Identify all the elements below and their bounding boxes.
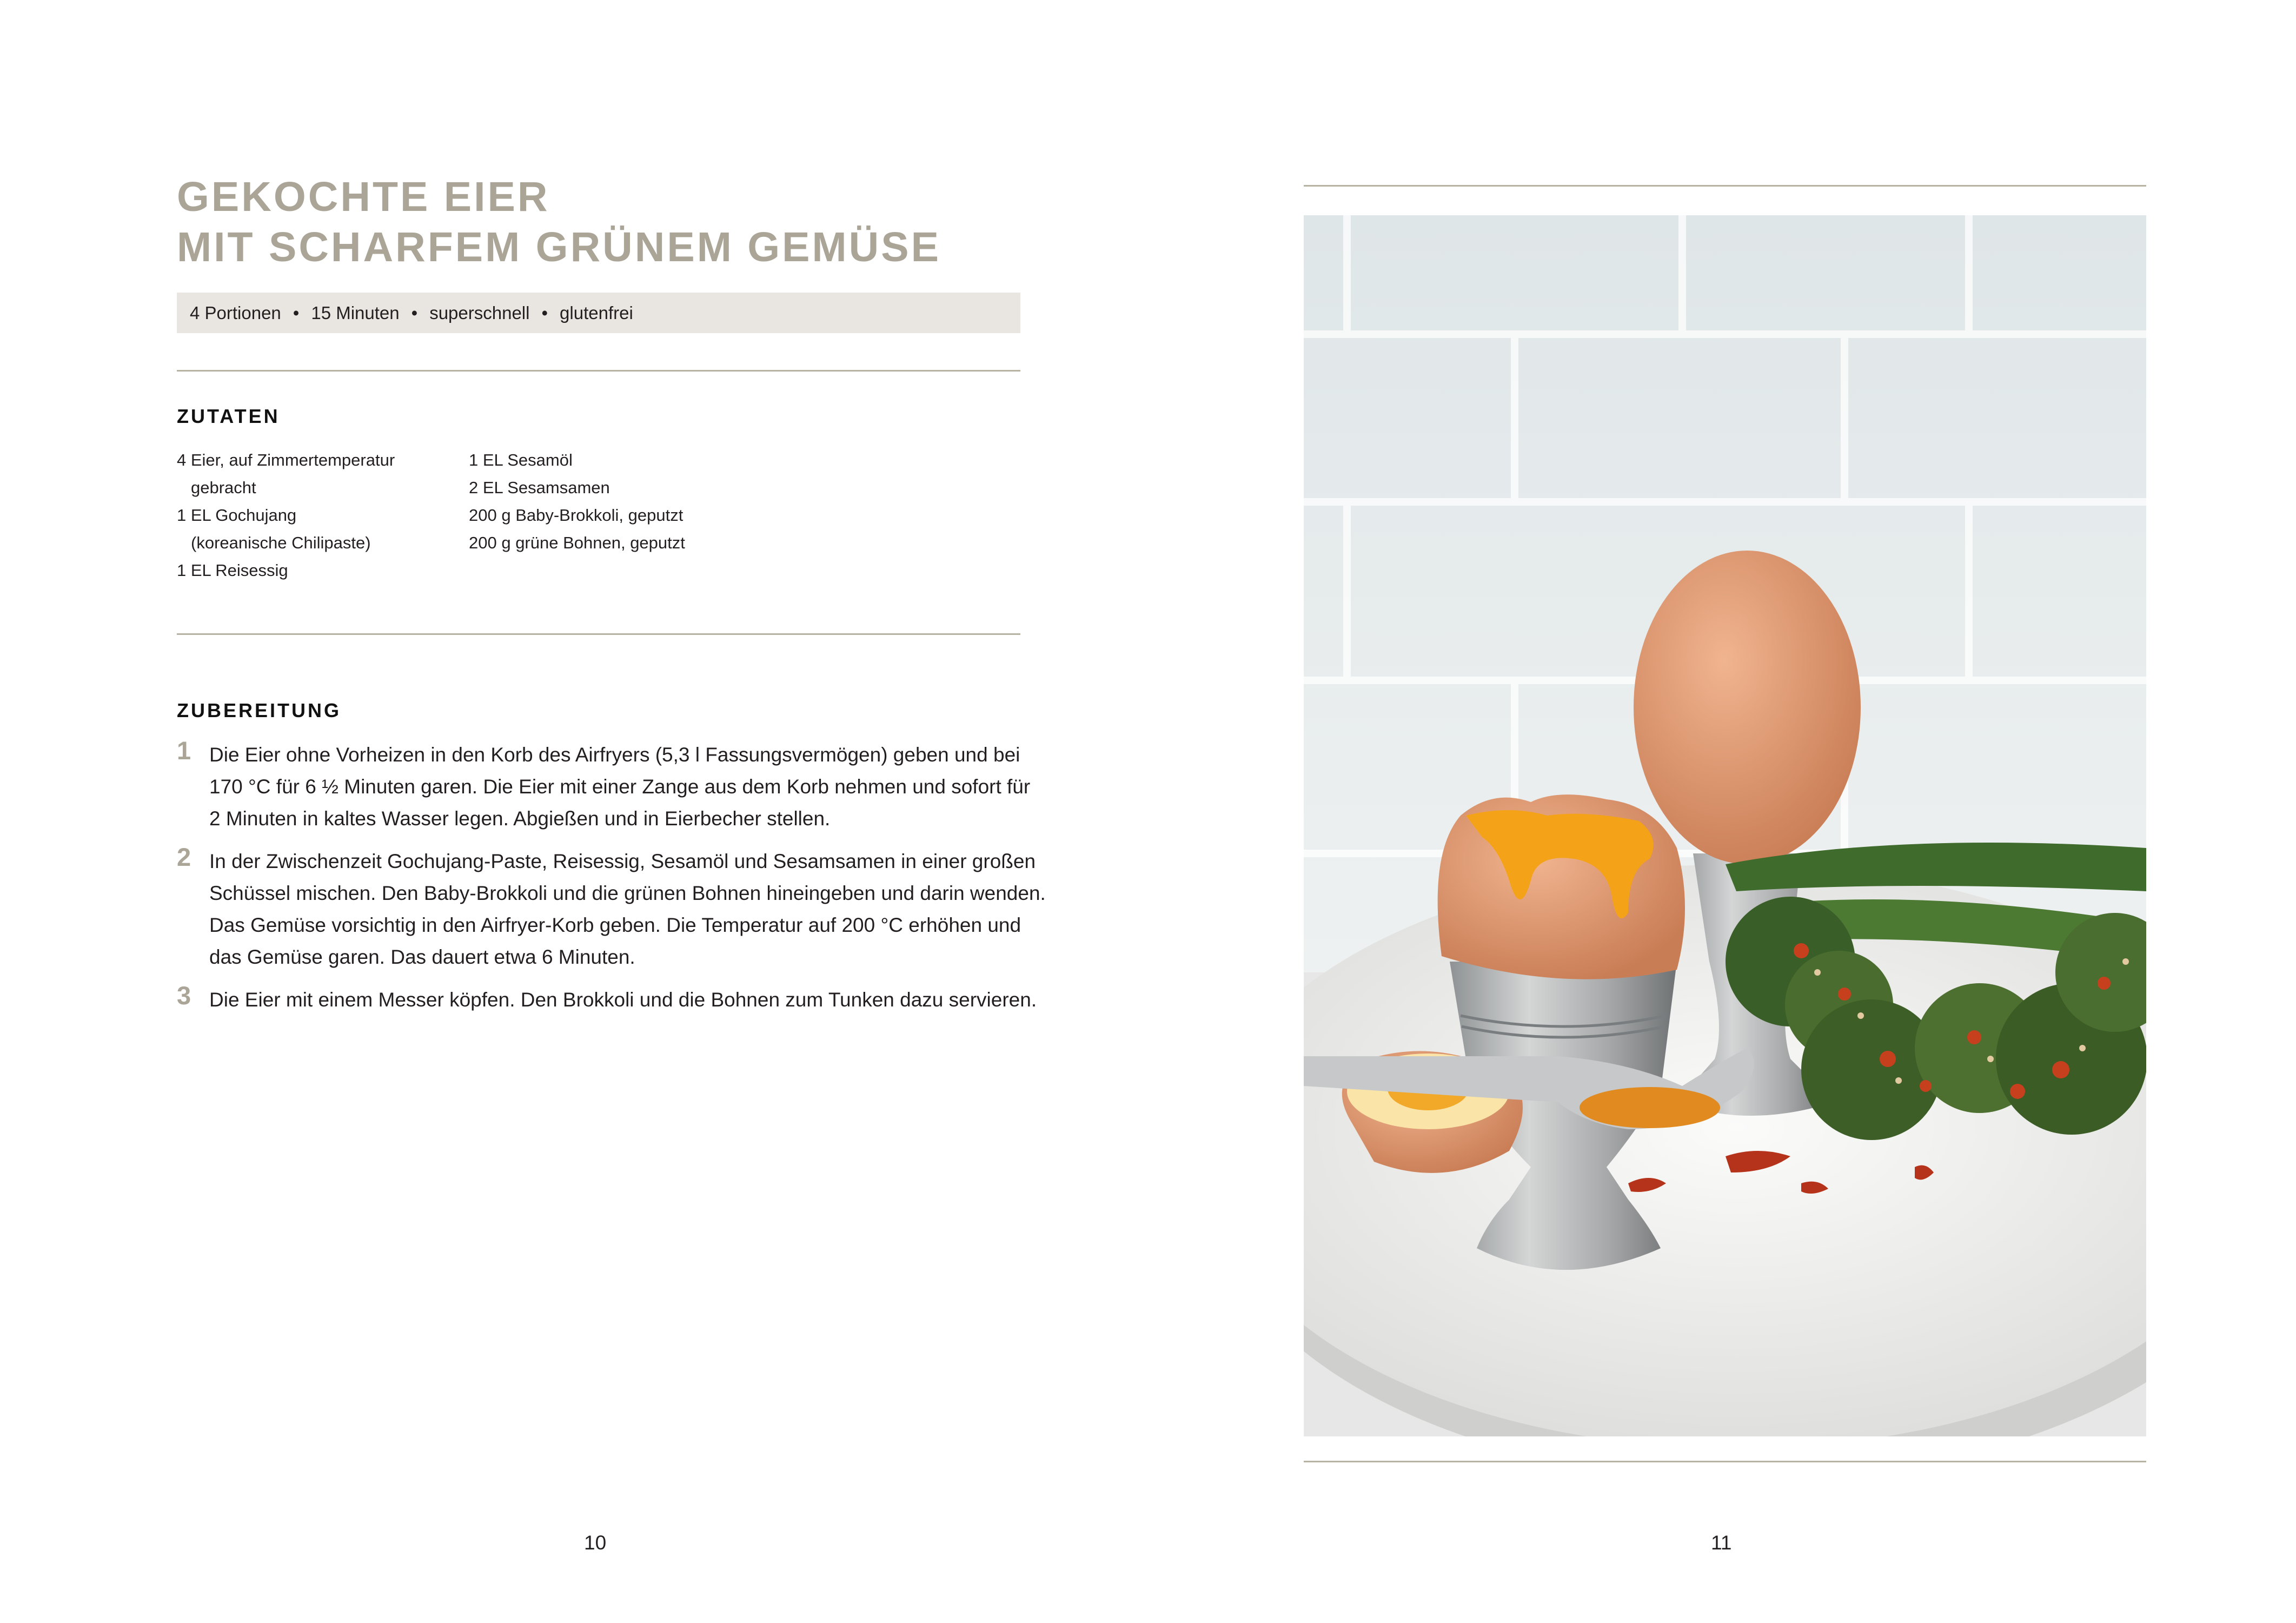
step-line: Die Eier ohne Vorheizen in den Korb des Airfryers (5,3 l Fassungsvermögen) geben und bei [209, 744, 1020, 766]
ingredient-line: 1 EL Sesamöl [469, 451, 573, 469]
step-line: Die Eier mit einem Messer köpfen. Den Brokkoli und die Bohnen zum Tunken dazu servieren. [209, 989, 1037, 1011]
ingredients-column-1 [177, 446, 395, 584]
meta-diet: glutenfrei [560, 302, 633, 323]
divider-rule [1304, 185, 2146, 187]
step-line: 170 °C für 6 ½ Minuten garen. Die Eier mit einer Zange aus dem Korb nehmen und sofort für [209, 776, 1031, 798]
meta-servings: 4 Portionen [190, 302, 281, 323]
recipe-title-line-1: GEKOCHTE EIER [177, 174, 550, 220]
meta-speed: superschnell [429, 302, 530, 323]
step-line: Schüssel mischen. Den Baby-Brokkoli und die grünen Bohnen hineingeben und darin wenden. [209, 882, 1046, 904]
step-number: 1 [177, 736, 191, 765]
step-line: das Gemüse garen. Das dauert etwa 6 Minuten. [209, 946, 635, 968]
page-number-left: 10 [584, 1532, 607, 1554]
divider-rule [1304, 1461, 2146, 1462]
ingredient-line: (koreanische Chilipaste) [191, 533, 371, 552]
ingredients-column-2 [469, 446, 685, 557]
ingredients-heading: ZUTATEN [177, 405, 280, 427]
ingredient-line: 200 g grüne Bohnen, geputzt [469, 533, 685, 552]
recipe-title-line-2: MIT SCHARFEM GRÜNEM GEMÜSE [177, 224, 941, 270]
step-text [209, 739, 1031, 834]
step-text [209, 984, 1037, 1016]
step-line: In der Zwischenzeit Gochujang-Paste, Reisessig, Sesamöl und Sesamsamen in einer großen [209, 850, 1036, 872]
ingredient-line: 4 Eier, auf Zimmertemperatur [177, 451, 395, 469]
preparation-heading: ZUBEREITUNG [177, 699, 341, 721]
preparation-step [177, 981, 1037, 1016]
step-line: 2 Minuten in kaltes Wasser legen. Abgießen und in Eierbecher stellen. [209, 807, 831, 830]
ingredient-line: 1 EL Gochujang [177, 506, 297, 525]
divider-rule [177, 370, 1020, 372]
meta-separator: • [293, 302, 300, 323]
meta-separator: • [541, 302, 548, 323]
step-number: 3 [177, 981, 191, 1010]
step-number: 2 [177, 843, 191, 871]
recipe-title [177, 172, 1042, 273]
ingredient-line: gebracht [191, 478, 256, 497]
preparation-step [177, 736, 1031, 834]
page-number-right: 11 [1711, 1532, 1732, 1554]
step-text [209, 845, 1046, 973]
preparation-step [177, 843, 1046, 973]
step-line: Das Gemüse vorsichtig in den Airfryer-Korb geben. Die Temperatur auf 200 °C erhöhen und [209, 914, 1021, 936]
meta-separator: • [411, 302, 418, 323]
ingredient-line: 2 EL Sesamsamen [469, 478, 610, 497]
recipe-photo [1304, 215, 2146, 1436]
eggs-and-broccoli-illustration [1304, 215, 2146, 1436]
ingredient-line: 200 g Baby-Brokkoli, geputzt [469, 506, 684, 525]
recipe-meta-bar [177, 293, 1020, 333]
ingredient-line: 1 EL Reisessig [177, 561, 288, 580]
meta-time: 15 Minuten [311, 302, 400, 323]
divider-rule [177, 633, 1020, 635]
